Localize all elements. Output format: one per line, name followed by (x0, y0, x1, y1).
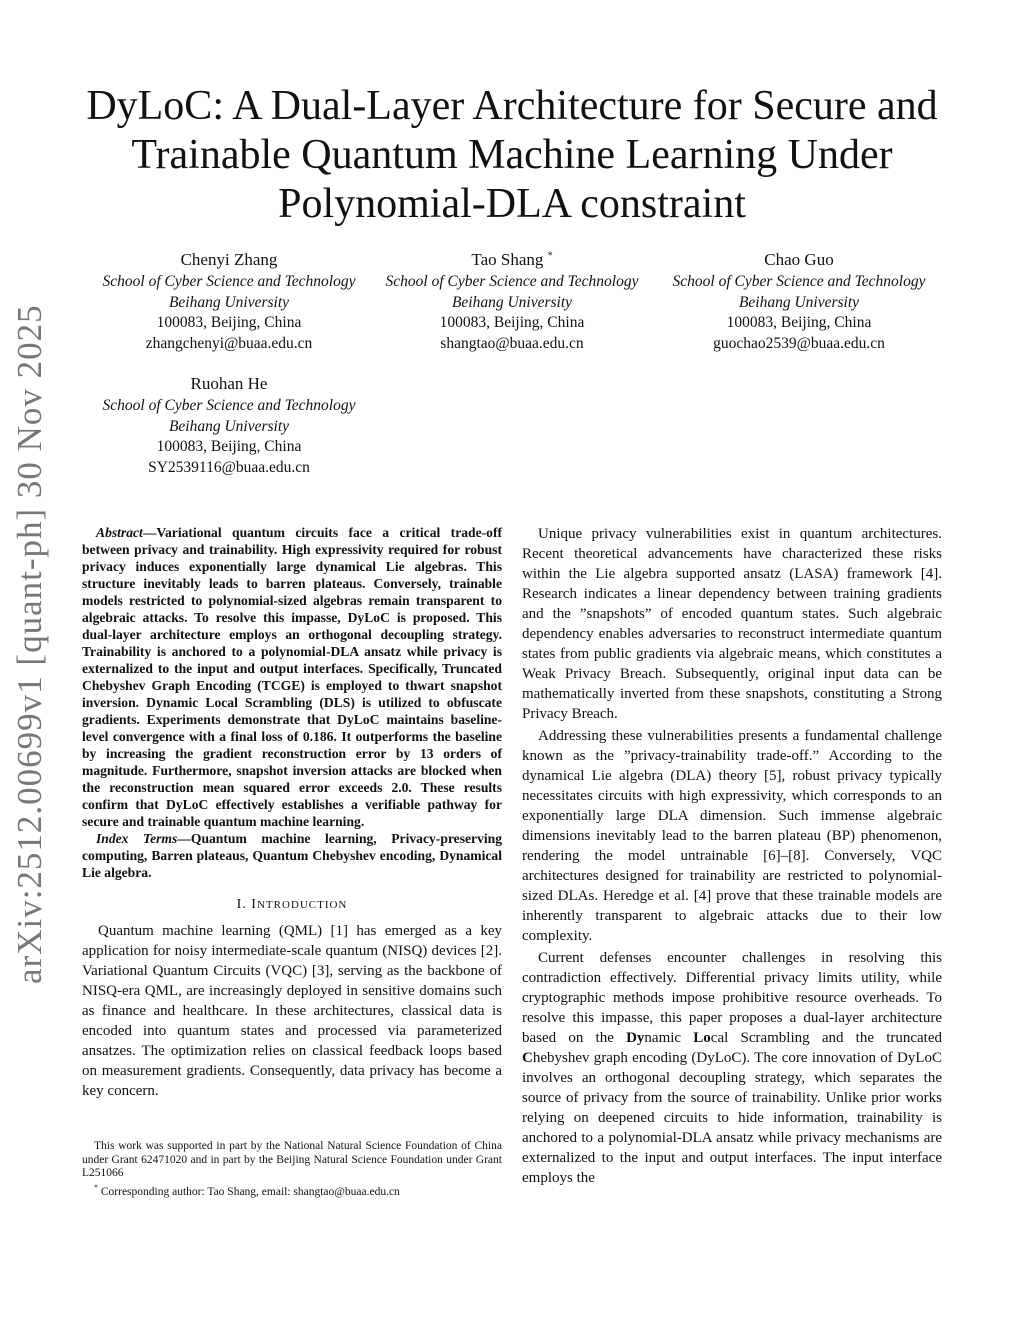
index-terms-text: —Quantum machine learning, Privacy-preserving computing, Barren plateaus, Quantum Chebyshev encoding, Dynamical Lie algebra. (82, 831, 502, 880)
author-university: Beihang University (738, 293, 860, 311)
author-address: 100083, Beijing, China (726, 314, 872, 331)
author-email[interactable]: zhangchenyi@buaa.edu.cn (145, 334, 313, 352)
abstract-text: —Variational quantum circuits face a critical trade-off between privacy and trainability. High expressivity required for robust privacy induces exponentially large dynamical Lie algebras. This structure inevitably leads to barren plateaus. Conversely, trainable models restricted to polynomial-sized algebras remain transparent to algebraic attacks. To resolve this impasse, DyLoC is proposed. This dual-layer architecture employs an orthogonal decoupling strategy. Trainability is anchored to a polynomial-DLA ansatz while privacy is externalized to the input and output interfaces. Specifically, Truncated Chebyshev Graph Encoding (TCGE) is employed to thwart snapshot inversion. Dynamic Local Scrambling (DLS) is utilized to obfuscate gradients. Experiments demonstrate that DyLoC maintains baseline-level convergence with a final loss of 0.186. It outperforms the baseline by increasing the gradient reconstruction error by 13 orders of magnitude. Furthermore, snapshot inversion attacks are blocked when the reconstruction mean squared error exceeds 2.0. These results confirm that DyLoC effectively establishes a verifiable pathway for secure and trainable quantum machine learning. (82, 525, 502, 829)
intro-paragraph-1: Quantum machine learning (QML) [1] has emerged as a key application for noisy intermediate-scale quantum (NISQ) devices [2]. Variational Quantum Circuits (VQC) [3], serving as the backbone of NISQ-era QML, are increasingly deployed in sensitive domains such as finance and healthcare. In these architectures, classical data is encoded into quantum states and processed via parameterized ansatzes. The optimization relies on classical feedback loops based on measurement gradients. Consequently, data privacy has become a key concern. (82, 923, 502, 1099)
intro-paragraph-3: Addressing these vulnerabilities presents a fundamental challenge known as the ”privacy-trainability trade-off.” According to the dynamical Lie algebra (DLA) theory [5], robust privacy typically necessitates circuits with high expressivity, which corresponds to an exponentially large DLA dimension. Such immense algebraic dimensions inevitably lead to the barren plateau (BP) phenomenon, rendering the model untrainable [6]–[8]. Conversely, VQC architectures designed for trainability are restricted to polynomial-sized DLAs. Heredge et al. [4] prove that these trainable models are inherently transparent to algebraic attacks due to their low complexity. (522, 728, 942, 944)
paper-title: DyLoC: A Dual-Layer Architecture for Secure and Trainable Quantum Machine Learning Under Polynomial-DLA constraint (86, 83, 938, 227)
corresponding-mark: * (547, 250, 553, 262)
author-address: 100083, Beijing, China (439, 314, 585, 331)
intro-paragraph-2: Unique privacy vulnerabilities exist in quantum architectures. Recent theoretical advancements have characterized these risks within the Lie algebra supported ansatz (LASA) framework [4]. Research indicates a linear dependency between training gradients and the ”snapshots” of encoded quantum states. Such algebraic dependency enables adversaries to reconstruct intermediate quantum states from public gradients via algebraic means, which constitutes a Weak Privacy Breach. Subsequently, original input data can be mathematically inverted from these snapshots, constituting a Strong Privacy Breach. (522, 526, 942, 722)
author-name: Tao Shang (471, 250, 544, 269)
section-heading: I. INTRODUCTION (236, 897, 348, 912)
author-block-2 (347, 248, 677, 354)
author-block-4 (64, 372, 394, 478)
intro-paragraph-4: Current defenses encounter challenges in resolving this contradiction effectively. Differential privacy limits utility, while cryptographic methods impose prohibitive resource overheads. To resolve this impasse, this paper proposes a dual-layer architecture based on the Dynamic Local Scrambling and the truncated Chebyshev graph encoding (DyLoC). The core innovation of DyLoC involves an orthogonal decoupling strategy, which separates the source of privacy from the source of trainability. Unlike prior works relying on deepened circuits to hide information, trainability is anchored to a polynomial-DLA ansatz while privacy mechanisms are externalized to the input and output interfaces. The input interface employs the (522, 950, 943, 1186)
author-address: 100083, Beijing, China (156, 438, 302, 455)
abstract (82, 524, 502, 830)
right-column (522, 524, 942, 1190)
corresponding-footnote: * Corresponding author: Tao Shang, email: shangtao@buaa.edu.cn (94, 1182, 400, 1198)
author-email[interactable]: shangtao@buaa.edu.cn (440, 334, 584, 352)
author-school: School of Cyber Science and Technology (102, 397, 356, 414)
footnotes (82, 1140, 502, 1199)
author-name: Chenyi Zhang (180, 250, 278, 269)
author-university: Beihang University (451, 293, 573, 311)
author-school: School of Cyber Science and Technology (672, 273, 926, 290)
author-school: School of Cyber Science and Technology (385, 273, 639, 290)
author-email[interactable]: SY2539116@buaa.edu.cn (148, 458, 310, 476)
author-block-1 (64, 248, 394, 354)
author-university: Beihang University (168, 417, 290, 435)
left-column (82, 524, 502, 1101)
author-university: Beihang University (168, 293, 290, 311)
author-address: 100083, Beijing, China (156, 314, 302, 331)
arxiv-stamp: arXiv:2512.00699v1 [quant-ph] 30 Nov 2025 (10, 304, 49, 984)
author-name: Chao Guo (764, 250, 834, 269)
author-email[interactable]: guochao2539@buaa.edu.cn (713, 334, 885, 352)
index-terms (82, 830, 502, 881)
author-name: Ruohan He (190, 374, 268, 393)
author-school: School of Cyber Science and Technology (102, 273, 356, 290)
abstract-lead: Abstract (96, 525, 143, 540)
index-terms-lead: Index Terms (96, 831, 178, 846)
funding-footnote: This work was supported in part by the National Natural Science Foundation of China under Grant 62471020 and in part by the Beijing Natural Science Foundation under Grant L251066 (82, 1140, 502, 1179)
author-block-3 (634, 248, 964, 354)
